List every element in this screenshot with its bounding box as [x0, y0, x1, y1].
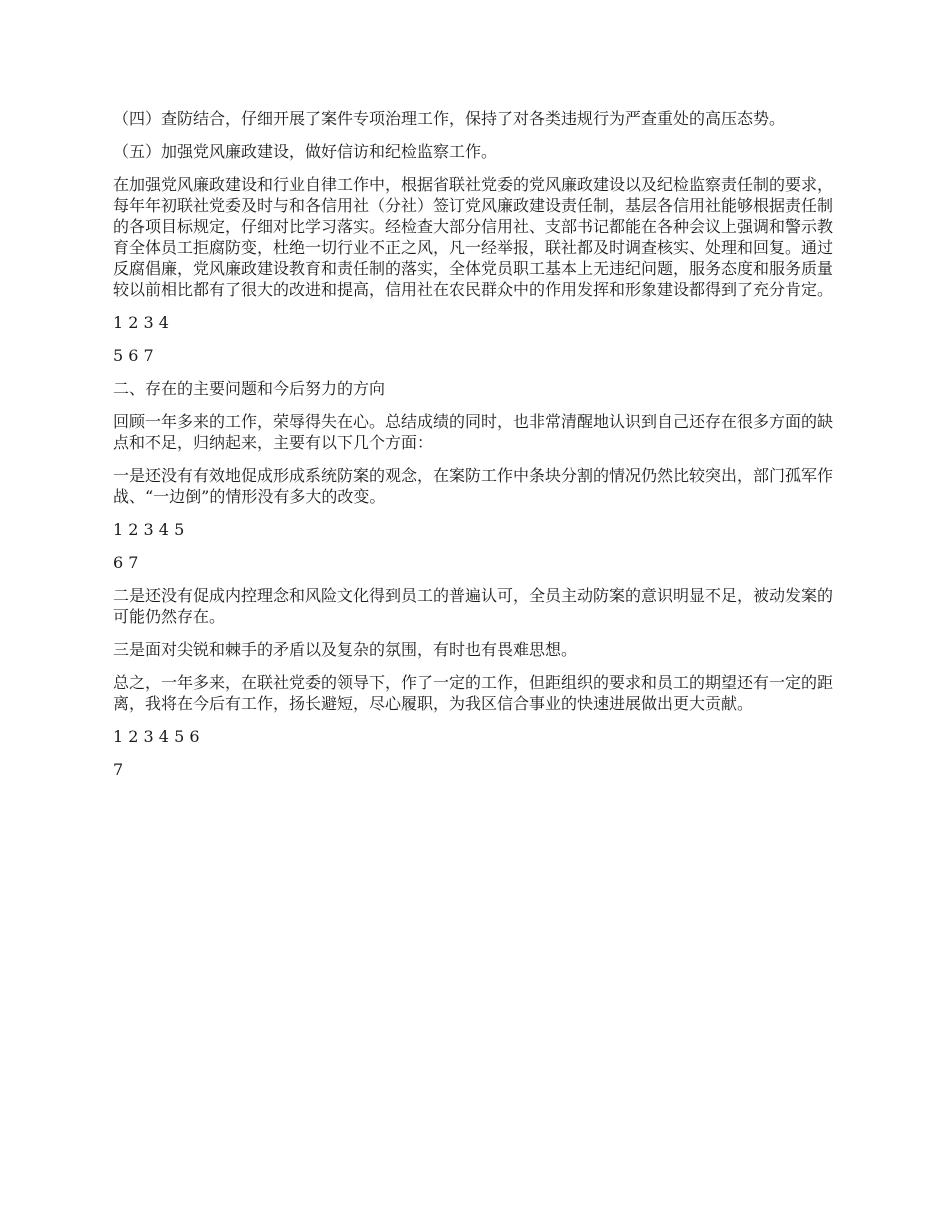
paragraph-problem-one: 一是还没有有效地促成形成系统防案的观念，在案防工作中条块分割的情况仍然比较突出，部门孤军作战、“一边倒”的情形没有多大的改变。: [113, 466, 834, 506]
paragraph-conclusion: 总之，一年多来，在联社党委的领导下，作了一定的工作，但距组织的要求和员工的期望还有一定的距离，我将在今后有工作，扬长避短，尽心履职，为我区信合事业的快速进展做出更大贡献。: [113, 673, 834, 713]
page-number-row: 1 2 3 4: [113, 313, 169, 332]
paragraph-anti-corruption-heading: （五）加强党风廉政建设，做好信访和纪检监察工作。: [113, 142, 498, 161]
page-number-row: 6 7: [113, 553, 139, 572]
page-number-row: 7: [113, 760, 124, 779]
section-heading-problems: 二、存在的主要问题和今后努力的方向: [113, 379, 386, 398]
paragraph-anti-corruption-body: 在加强党风廉政建设和行业自律工作中，根据省联社党委的党风廉政建设以及纪检监察责任制的要求，每年年初联社党委及时与和各信用社（分社）签订党风廉政建设责任制，基层各信用社能够根据责任制的各项目标规定，仔细对比学习落实。经检查大部分信用社、支部书记都能在各种会议上强调和警示教育全体员工拒腐防变，杜绝一切行业不正之风，凡一经举报，联社都及时调查核实、处理和回复。通过反腐倡廉，党风廉政建设教育和责任制的落实，全体党员职工基本上无违纪问题，服务态度和服务质量较以前相比都有了很大的改进和提高，信用社在农民群众中的作用发挥和形象建设都得到了充分肯定。: [113, 175, 834, 299]
page-number-row: 1 2 3 4 5 6: [113, 727, 200, 746]
document-body: [113, 108, 843, 792]
paragraph-problem-three: 三是面对尖锐和棘手的矛盾以及复杂的氛围，有时也有畏难思想。: [113, 640, 578, 659]
page-number-row: 1 2 3 4 5: [113, 520, 185, 539]
paragraph-problem-two: 二是还没有促成内控理念和风险文化得到员工的普遍认可，全员主动防案的意识明显不足，被动发案的可能仍然存在。: [113, 586, 834, 626]
paragraph-case-governance: （四）查防结合，仔细开展了案件专项治理工作，保持了对各类违规行为严查重处的高压态势。: [113, 109, 786, 128]
paragraph-review: 回顾一年多来的工作，荣辱得失在心。总结成绩的同时，也非常清醒地认识到自己还存在很多方面的缺点和不足，归纳起来，主要有以下几个方面：: [113, 412, 834, 452]
page-number-row: 5 6 7: [113, 346, 154, 365]
